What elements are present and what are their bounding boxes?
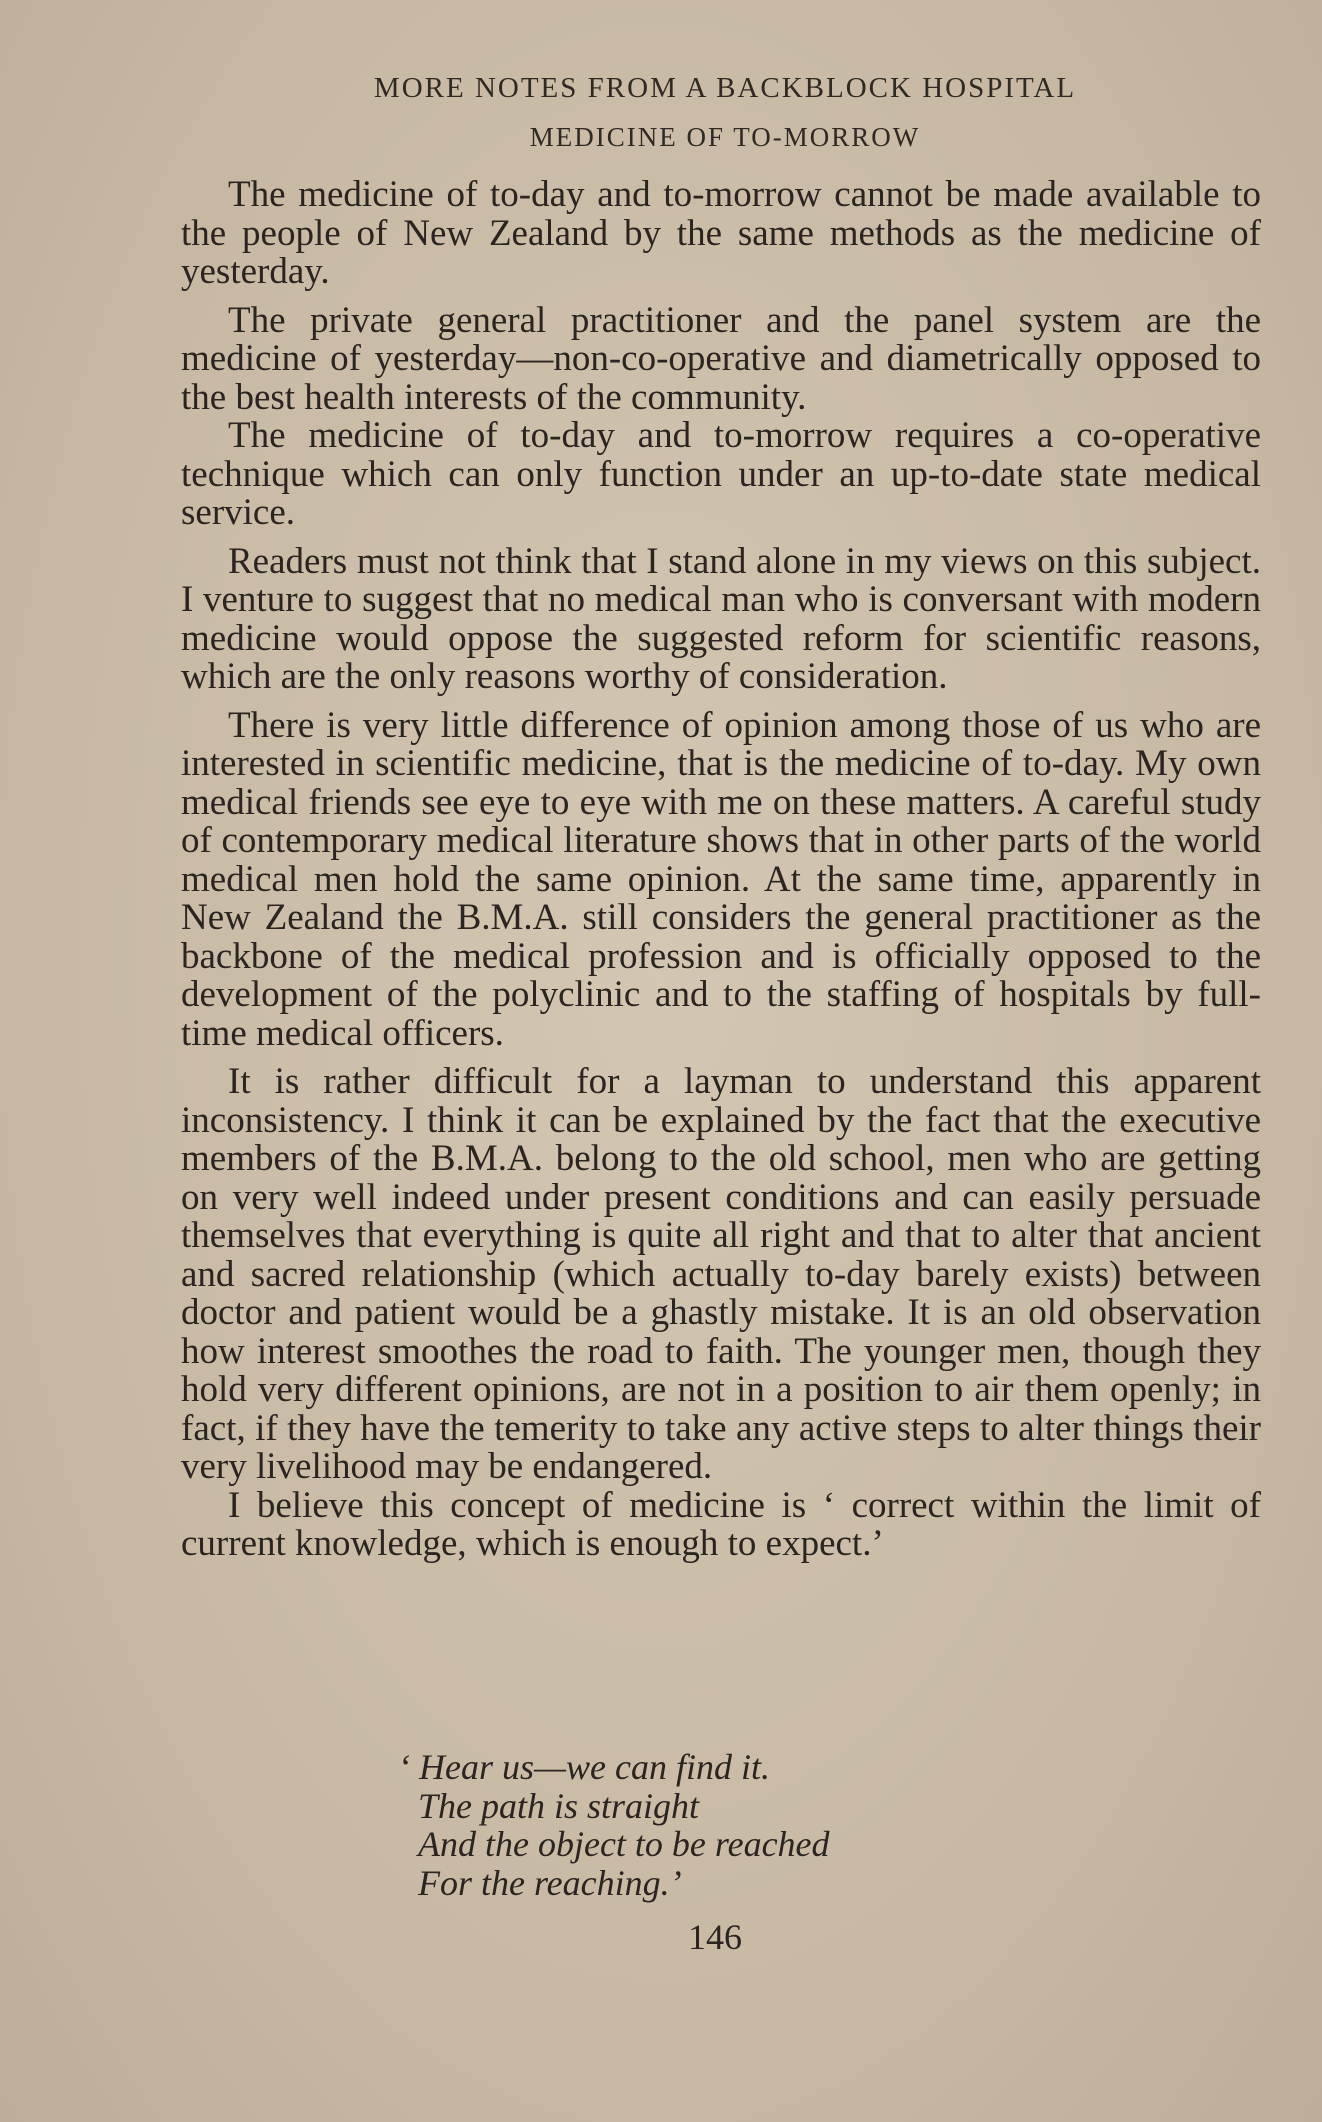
- verse-quote: [398, 1748, 1098, 1902]
- verse-line: For the reaching.’: [418, 1862, 682, 1903]
- paragraph: There is very little difference of opinion among those of us who are interested in scientific medicine, that is the medicine of to-day. My own medical friends see eye to eye with me on these matters. A careful study of contemporary medical literature shows that in other parts of the world medical men hold the same opinion. At the same time, apparently in New Zealand the B.M.A. still considers the general practitioner as the backbone of the medical profession and is officially opposed to the development of the polyclinic and to the staffing of hospitals by full-time medical officers.: [181, 704, 1261, 1054]
- paragraph: Readers must not think that I stand alone in my views on this subject. I venture to suggest that no medical man who is conversant with modern medicine would oppose the suggested reform for scientific reasons, which are the only reasons worthy of consideration.: [181, 540, 1261, 697]
- paragraph: The medicine of to-day and to-morrow requires a co-operative technique which can only function under an up-to-date state medical service.: [181, 415, 1261, 533]
- body-text: [181, 176, 1261, 1574]
- paragraph: The private general practitioner and the panel system are the medicine of yesterday—non-co-operative and diametrically opposed to the best health interests of the community.: [181, 299, 1261, 418]
- verse-line: The path is straight: [418, 1785, 700, 1826]
- running-head: MORE NOTES FROM A BACKBLOCK HOSPITAL: [373, 72, 1077, 104]
- page-number: 146: [688, 1917, 742, 1957]
- paragraph: It is rather difficult for a layman to understand this apparent inconsistency. I think it can be explained by the fact that the executive members of the B.M.A. belong to the old school, men who are getting on very well indeed under present conditions and can easily persuade themselves that everything is quite all right and that to alter that ancient and sacred relationship (which actually to-day barely exists) between doctor and patient would be a ghastly mistake. It is an old observation how interest smoothes the road to faith. The younger men, though they hold very different opinions, are not in a position to air them openly; in fact, if they have the temerity to take any active steps to alter things their very livelihood may be endangered.: [181, 1061, 1261, 1487]
- paragraph: I believe this concept of medicine is ‘ correct within the limit of current knowledge, which is enough to expect.’: [181, 1484, 1261, 1564]
- verse-line: And the object to be reached: [418, 1824, 830, 1864]
- verse-line: ‘ Hear us—we can find it.: [398, 1747, 770, 1787]
- section-title: MEDICINE OF TO-MORROW: [529, 122, 921, 152]
- paragraph: The medicine of to-day and to-morrow cannot be made available to the people of New Zealand by the same methods as the medicine of yesterday.: [181, 174, 1261, 292]
